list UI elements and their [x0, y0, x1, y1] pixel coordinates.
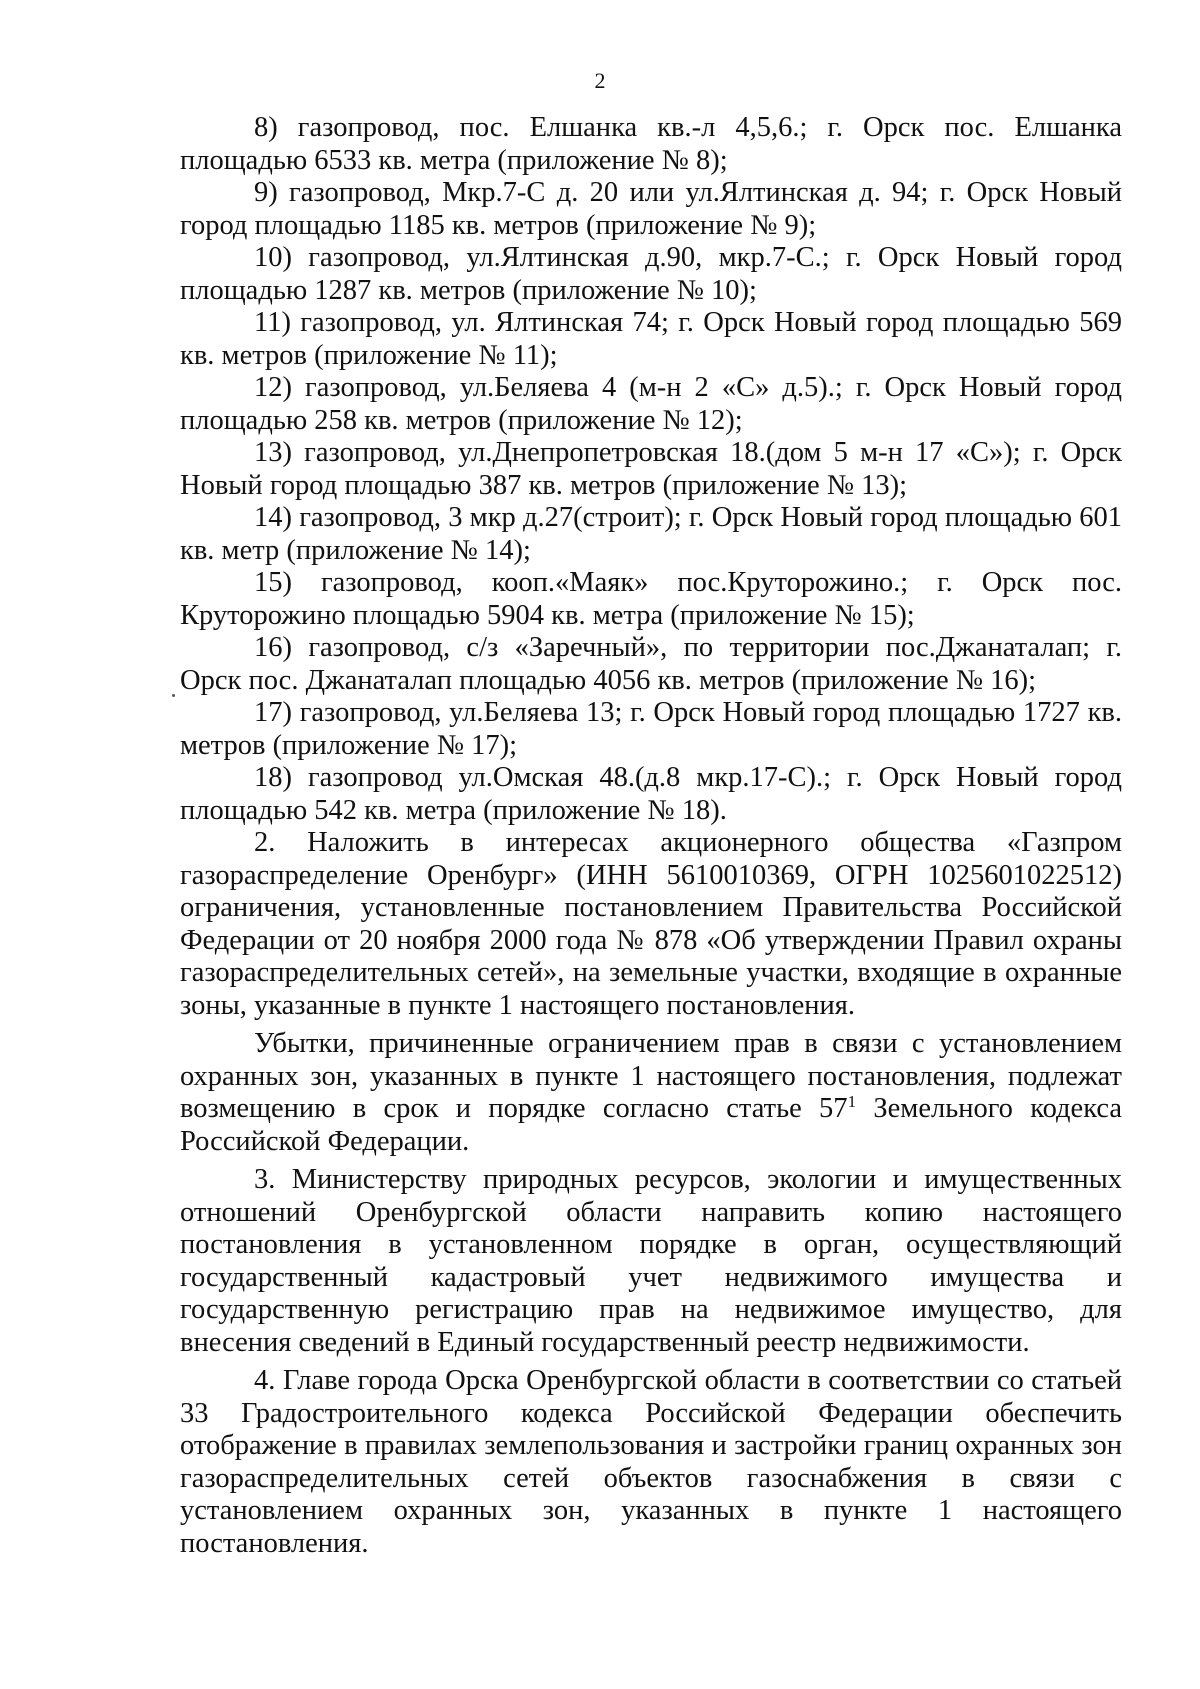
article-superscript: 1 [847, 1092, 857, 1111]
page-number: 2 [594, 68, 606, 93]
losses-paragraph [180, 1028, 1122, 1158]
scan-speck [172, 694, 175, 697]
list-item-14: 14) газопровод, 3 мкр д.27(строит); г. Орск Новый город площадью 601 кв. метр (приложение № 14); [180, 502, 1122, 566]
document-body [180, 112, 1122, 1560]
losses-text-end: Земельного кодекса Российской Федерации. [180, 1093, 1122, 1157]
list-item-9: 9) газопровод, Мкр.7-С д. 20 или ул.Ялтинская д. 94; г. Орск Новый город площадью 1185 кв. метров (приложение № 9); [180, 177, 1122, 241]
clause-3: 3. Министерству природных ресурсов, экологии и имущественных отношений Оренбургской области направить копию настоящего постановления в установленном порядке в орган, осуществляющий государственный кадастровый учет недвижимого имущества и государственную регистрацию прав на недвижимое имущество, для внесения сведений в Единый государственный реестр недвижимости. [180, 1164, 1122, 1358]
list-item-10: 10) газопровод, ул.Ялтинская д.90, мкр.7-С.; г. Орск Новый город площадью 1287 кв. метров (приложение № 10); [180, 242, 1122, 306]
clause-2: 2. Наложить в интересах акционерного общества «Газпром газораспределение Оренбург» (ИНН 5610010369, ОГРН 1025601022512) ограничения, установленные постановлением Правительства Российской Федерации от 20 ноября 2000 года № 878 «Об утверждении Правил охраны газораспределительных сетей», на земельные участки, входящие в охранные зоны, указанные в пункте 1 настоящего постановления. [180, 827, 1122, 1021]
list-item-18: 18) газопровод ул.Омская 48.(д.8 мкр.17-С).; г. Орск Новый город площадью 542 кв. метра (приложение № 18). [180, 762, 1122, 826]
list-item-16: 16) газопровод, с/з «Заречный», по территории пос.Джанаталап; г. Орск пос. Джанаталап площадью 4056 кв. метров (приложение № 16); [180, 632, 1122, 696]
list-item-12: 12) газопровод, ул.Беляева 4 (м-н 2 «С» д.5).; г. Орск Новый город площадью 258 кв. метров (приложение № 12); [180, 372, 1122, 436]
list-item-15: 15) газопровод, кооп.«Маяк» пос.Круторожино.; г. Орск пос. Круторожино площадью 5904 кв. метра (приложение № 15); [180, 567, 1122, 631]
clause-4: 4. Главе города Орска Оренбургской области в соответствии со статьей 33 Градостроительного кодекса Российской Федерации обеспечить отображение в правилах землепользования и застройки границ охранных зон газораспределительных сетей объектов газоснабжения в связи с установлением охранных зон, указанных в пункте 1 настоящего постановления. [180, 1365, 1122, 1559]
list-item-11: 11) газопровод, ул. Ялтинская 74; г. Орск Новый город площадью 569 кв. метров (приложение № 11); [180, 307, 1122, 371]
list-item-17: 17) газопровод, ул.Беляева 13; г. Орск Новый город площадью 1727 кв. метров (приложение № 17); [180, 697, 1122, 761]
list-item-13: 13) газопровод, ул.Днепропетровская 18.(дом 5 м-н 17 «С»); г. Орск Новый город площадью 387 кв. метров (приложение № 13); [180, 437, 1122, 501]
losses-text: Убытки, причиненные ограничением прав в связи с установлением охранных зон, указанных в пункте 1 настоящего постановления, подлежат возмещению в срок и порядке согласно статье 57 [180, 1028, 1122, 1124]
list-item-8: 8) газопровод, пос. Елшанка кв.-л 4,5,6.; г. Орск пос. Елшанка площадью 6533 кв. метра (приложение № 8); [180, 112, 1122, 176]
